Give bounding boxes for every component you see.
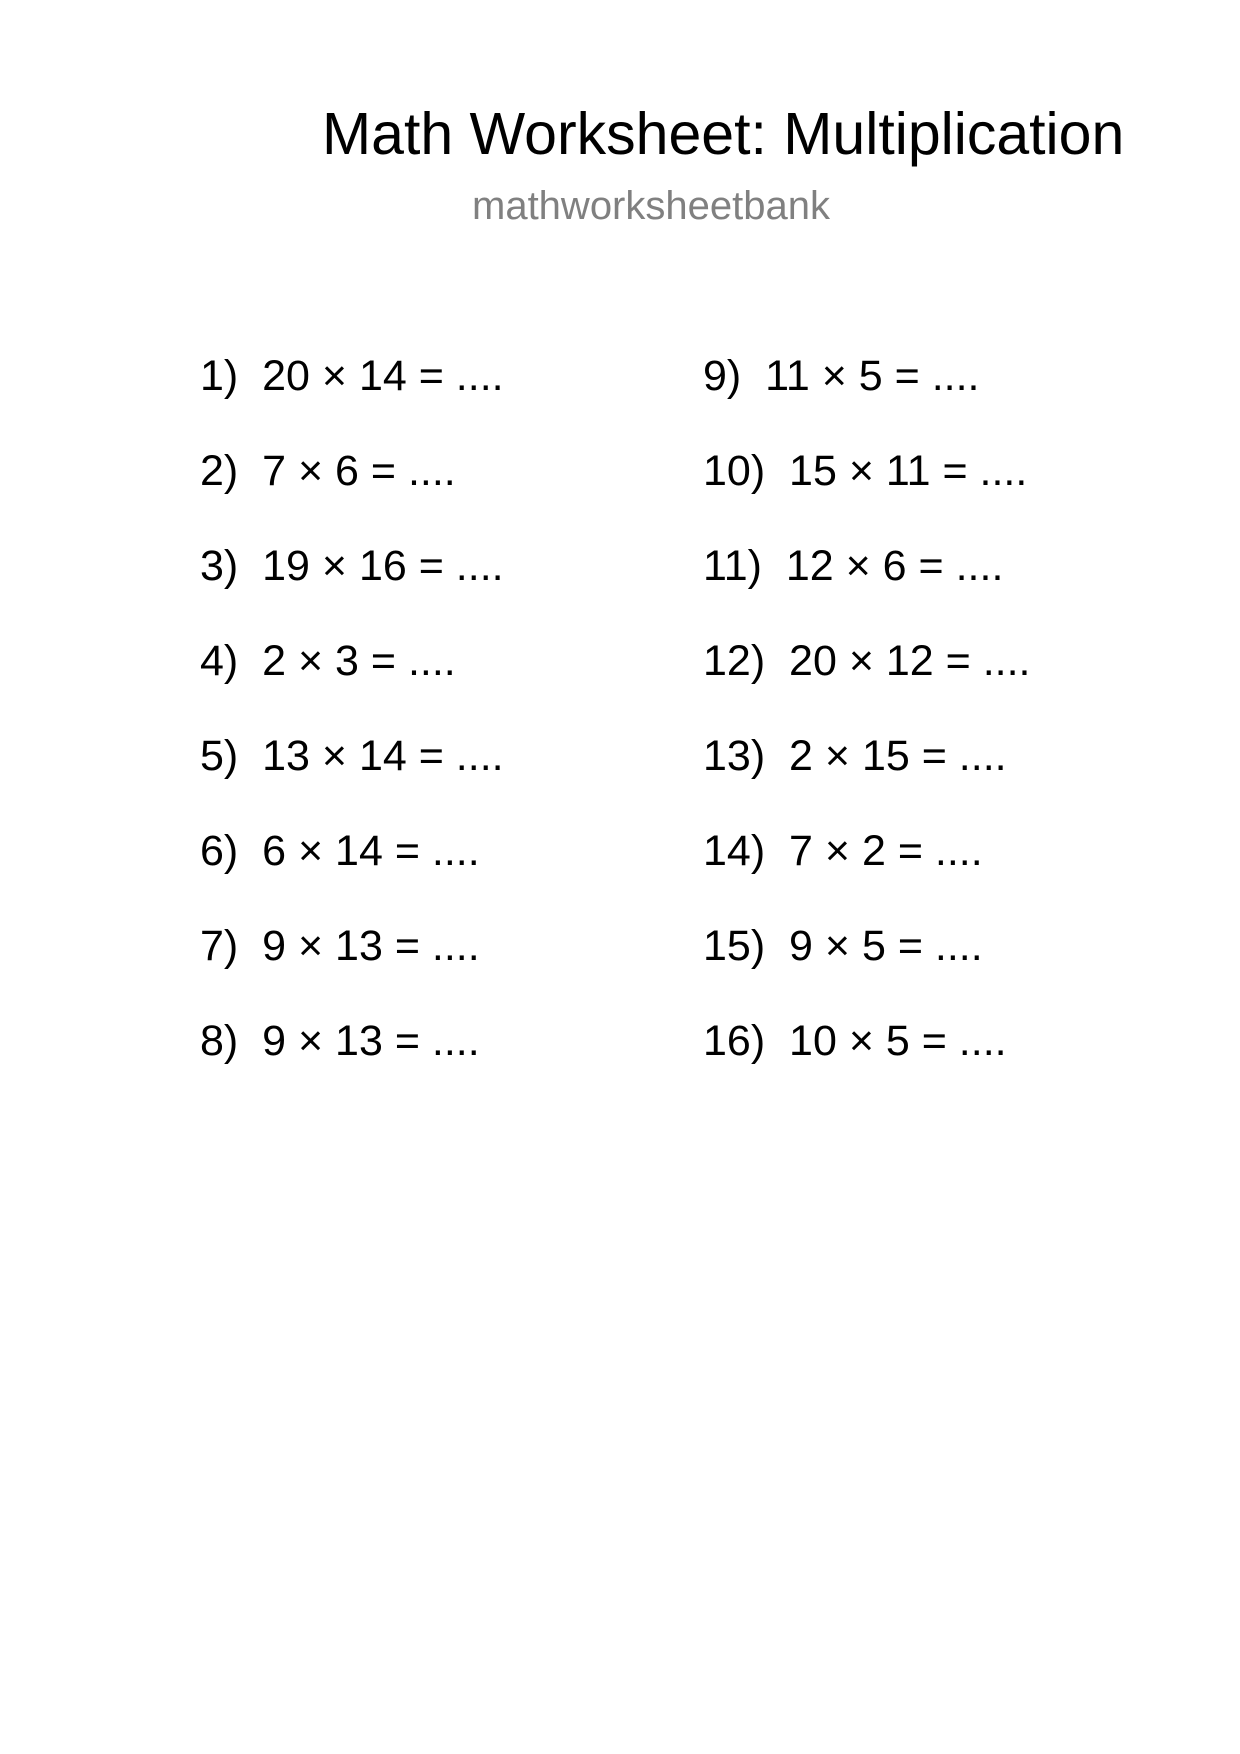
problem-item: 15) 9 × 5 = ....	[703, 922, 983, 970]
worksheet-source: mathworksheetbank	[472, 184, 830, 228]
problem-column-right	[703, 350, 1031, 1110]
problem-item: 9) 11 × 5 = ....	[703, 352, 980, 400]
problem-item: 3) 19 × 16 = ....	[200, 542, 504, 590]
problem-column-left	[200, 350, 504, 1110]
problem-item: 6) 6 × 14 = ....	[200, 827, 480, 875]
problem-item: 14) 7 × 2 = ....	[703, 827, 983, 875]
problem-item: 7) 9 × 13 = ....	[200, 922, 480, 970]
worksheet-title: Math Worksheet: Multiplication	[322, 101, 1125, 167]
problem-item: 10) 15 × 11 = ....	[703, 447, 1028, 495]
problem-item: 13) 2 × 15 = ....	[703, 732, 1007, 780]
problem-item: 11) 12 × 6 = ....	[703, 542, 1004, 590]
problem-item: 1) 20 × 14 = ....	[200, 352, 504, 400]
problem-item: 2) 7 × 6 = ....	[200, 447, 456, 495]
problem-item: 4) 2 × 3 = ....	[200, 637, 456, 685]
problem-item: 5) 13 × 14 = ....	[200, 732, 504, 780]
problem-item: 12) 20 × 12 = ....	[703, 637, 1031, 685]
problem-item: 8) 9 × 13 = ....	[200, 1017, 480, 1065]
problem-item: 16) 10 × 5 = ....	[703, 1017, 1007, 1065]
